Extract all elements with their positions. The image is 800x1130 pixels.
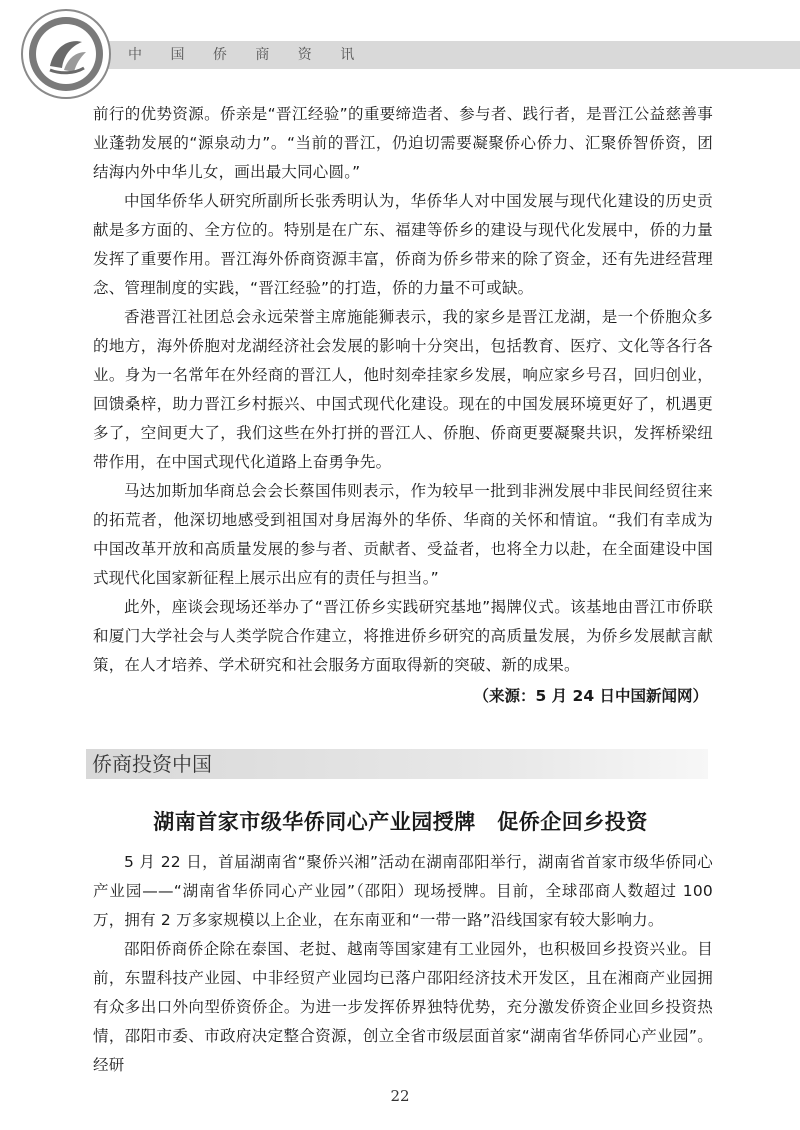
section-title: 侨商投资中国: [92, 752, 212, 776]
paragraph: 前行的优势资源。侨亲是“晋江经验”的重要缔造者、参与者、践行者，是晋江公益慈善事业蓬勃发展的“源泉动力”。“当前的晋江，仍迫切需要凝聚侨心侨力、汇聚侨智侨资，团结海内外中华儿女，画出最大同心圆。”: [93, 105, 713, 181]
article-body: [93, 848, 713, 1080]
logo-icon: [20, 8, 112, 100]
paragraph: 邵阳侨商侨企除在泰国、老挝、越南等国家建有工业园外，也积极回乡投资兴业。目前，东盟科技产业园、中非经贸产业园均已落户邵阳经济技术开发区，且在湘商产业园拥有众多出口外向型侨资侨企。为进一步发挥侨界独特优势，充分激发侨资企业回乡投资热情，邵阳市委、市政府决定整合资源，创立全省市级层面首家“湖南省华侨同心产业园”。经研: [93, 940, 713, 1074]
page-number: 22: [390, 1087, 410, 1105]
paragraph: 中国华侨华人研究所副所长张秀明认为，华侨华人对中国发展与现代化建设的历史贡献是多方面的、全方位的。特别是在广东、福建等侨乡的建设与现代化发展中，侨的力量发挥了重要作用。晋江海外侨商资源丰富，侨商为侨乡带来的除了资金，还有先进经营理念、管理制度的实践，“晋江经验”的打造，侨的力量不可或缺。: [93, 192, 713, 297]
article-continued-body: [93, 100, 713, 680]
article-title: 湖南首家市级华侨同心产业园授牌 促侨企回乡投资: [153, 810, 648, 834]
paragraph: 5 月 22 日，首届湖南省“聚侨兴湘”活动在湖南邵阳举行，湖南省首家市级华侨同心产业园——“湖南省华侨同心产业园”（邵阳）现场授牌。目前，全球邵商人数超过 100 万，拥有 2 万多家规模以上企业，在东南亚和“一带一路”沿线国家有较大影响力。: [93, 853, 713, 929]
paragraph: 此外，座谈会现场还举办了“晋江侨乡实践研究基地”揭牌仪式。该基地由晋江市侨联和厦门大学社会与人类学院合作建立，将推进侨乡研究的高质量发展，为侨乡发展献言献策，在人才培养、学术研究和社会服务方面取得新的突破、新的成果。: [93, 598, 713, 674]
header-title: 中 国 侨 商 资 讯: [128, 47, 367, 63]
paragraph: 马达加斯加华商总会会长蔡国伟则表示，作为较早一批到非洲发展中非民间经贸往来的拓荒者，他深切地感受到祖国对身居海外的华侨、华商的关怀和情谊。“我们有幸成为中国改革开放和高质量发展的参与者、贡献者、受益者，也将全力以赴，在全面建设中国式现代化国家新征程上展示出应有的责任与担当。”: [93, 482, 713, 587]
source-citation: （来源：5 月 24 日中国新闻网）: [473, 687, 708, 705]
paragraph: 香港晋江社团总会永远荣誉主席施能狮表示，我的家乡是晋江龙湖，是一个侨胞众多的地方，海外侨胞对龙湖经济社会发展的影响十分突出，包括教育、医疗、文化等各行各业。身为一名常年在外经商的晋江人，他时刻牵挂家乡发展，响应家乡号召，回归创业，回馈桑梓，助力晋江乡村振兴、中国式现代化建设。现在的中国发展环境更好了，机遇更多了，空间更大了，我们这些在外打拼的晋江人、侨胞、侨商更要凝聚共识，发挥桥梁纽带作用，在中国式现代化道路上奋勇争先。: [93, 308, 713, 471]
